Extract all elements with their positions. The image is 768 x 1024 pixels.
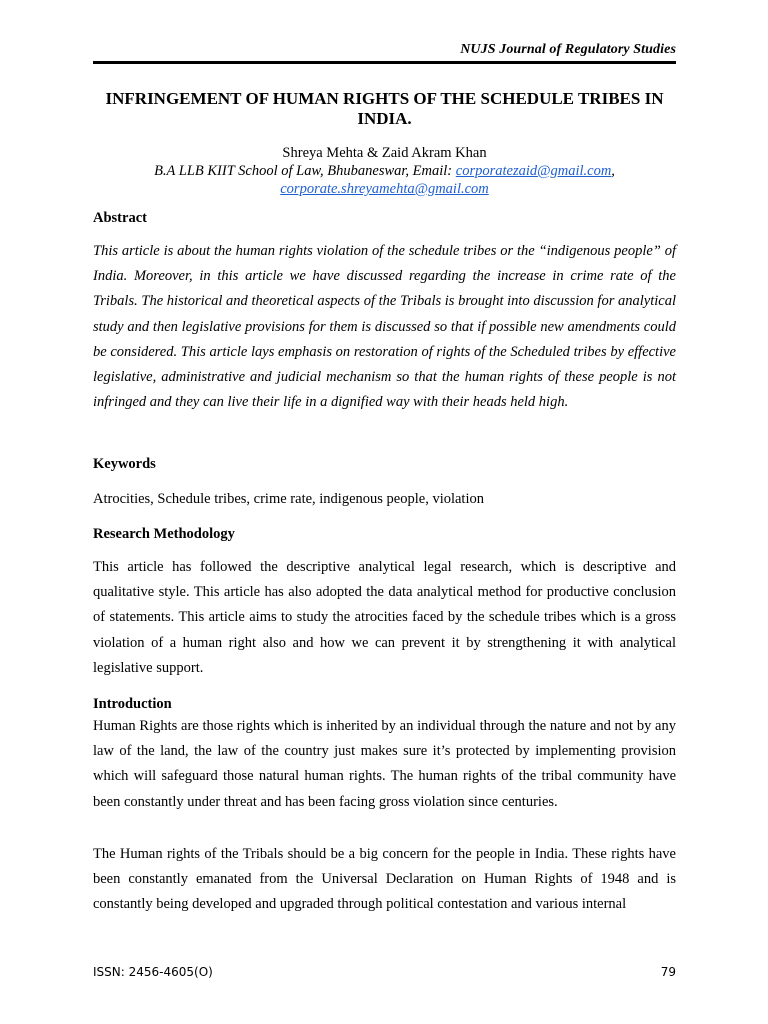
journal-header: NUJS Journal of Regulatory Studies bbox=[460, 42, 676, 57]
footer-page-number: 79 bbox=[660, 965, 676, 979]
authors: Shreya Mehta & Zaid Akram Khan bbox=[282, 145, 487, 161]
header-rule bbox=[93, 61, 676, 64]
keywords-text: Atrocities, Schedule tribes, crime rate, indigenous people, violation bbox=[93, 491, 484, 507]
introduction-paragraph-2: The Human rights of the Tribals should be a big concern for the people in India. These rights have been constantly emanated from the Universal Declaration on Human Rights of 1948 and is constantly being developed and upgraded through political contestation and various internal bbox=[93, 846, 676, 913]
footer-issn: ISSN: 2456-4605(O) bbox=[93, 965, 213, 979]
methodology-heading: Research Methodology bbox=[93, 526, 235, 542]
affiliation bbox=[93, 162, 676, 180]
paper-title: INFRINGEMENT OF HUMAN RIGHTS OF THE SCHEDULE TRIBES IN INDIA. bbox=[105, 89, 664, 128]
email-line bbox=[93, 180, 676, 198]
methodology-text: This article has followed the descriptive analytical legal research, which is descriptive and qualitative style. This article has also adopted the data analytical method for productive conclusion of statements. This article aims to study the atrocities faced by the schedule tribes which is a gross violation of a human right also and how we can prevent it by strengthening it with analytical legislative support. bbox=[93, 559, 676, 676]
email-separator: , bbox=[611, 163, 615, 179]
affiliation-text: B.A LLB KIIT School of Law, Bhubaneswar, Email: bbox=[154, 163, 456, 179]
introduction-paragraph-1: Human Rights are those rights which is inherited by an individual through the nature and not by any law of the land, the law of the country just makes sure it’s protected by implementing provision which will safeguard those natural human rights. The human rights of the tribal community have been constantly under threat and has been facing gross violation since centuries. bbox=[93, 718, 676, 810]
email-link-2[interactable]: corporate.shreyamehta@gmail.com bbox=[280, 181, 489, 197]
abstract-text: This article is about the human rights violation of the schedule tribes or the “indigenous people” of India. Moreover, in this article we have discussed regarding the increase in crime rate of the Tribals. The historical and theoretical aspects of the Tribals is brought into discussion for analytical study and then legislative provisions for them is discussed so that if possible new amendments could be considered. This article lays emphasis on restoration of rights of the Scheduled tribes by effective legislative, administrative and judicial mechanism so that the human rights of these people is not infringed and they can live their life in a dignified way with their heads held high. bbox=[93, 243, 676, 411]
abstract-heading: Abstract bbox=[93, 210, 147, 226]
email-link-1[interactable]: corporatezaid@gmail.com bbox=[455, 163, 612, 179]
introduction-heading: Introduction bbox=[93, 696, 172, 712]
paper-page bbox=[93, 0, 676, 1024]
keywords-heading: Keywords bbox=[93, 456, 156, 472]
